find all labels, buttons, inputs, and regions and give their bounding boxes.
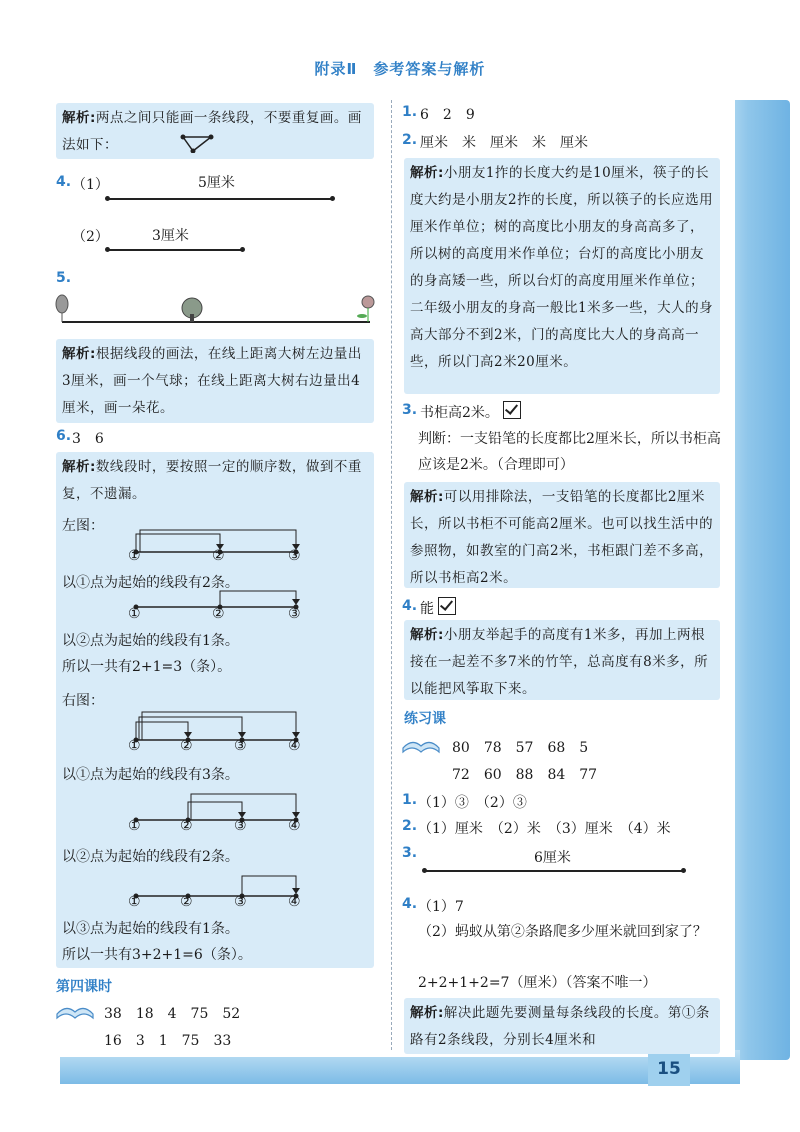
circled-2b: ② <box>212 606 225 622</box>
circled-3: ③ <box>288 548 301 564</box>
lesson-4-heading: 第四课时 <box>56 979 112 995</box>
r-question-3-number: 3. <box>402 402 418 418</box>
p-question-1-answer: （1）③ （2）③ <box>418 795 527 811</box>
p-question-4-part2: （2）蚂蚁从第②条路爬多少厘米就回到家了？ <box>418 924 707 940</box>
circled-s1: ① <box>128 818 141 834</box>
page-header: 附录Ⅱ 参考答案与解析 <box>314 60 486 78</box>
left-from-2: 以②点为起始的线段有1条。 <box>62 633 239 649</box>
p-question-2-number: 2. <box>402 818 418 834</box>
circled-u4: ④ <box>288 894 301 910</box>
right-figure-label: 右图： <box>62 693 104 709</box>
p-question-4-part1: （1）7 <box>418 899 464 915</box>
circled-s2: ② <box>180 818 193 834</box>
circled-2: ② <box>212 548 225 564</box>
right-from-1: 以①点为起始的线段有3条。 <box>62 767 239 783</box>
r-question-3-answer: 书柜高2米。 <box>420 401 521 422</box>
p-question-4-number: 4. <box>402 896 418 912</box>
practice-calc-row1: 80 78 57 68 5 <box>452 740 589 756</box>
right-from-3: 以③点为起始的线段有1条。 <box>62 921 239 937</box>
p-question-2-answer: （1）厘米 （2）米 （3）厘米 （4）米 <box>418 821 671 837</box>
circled-s3: ③ <box>234 818 247 834</box>
tree-icon <box>182 298 202 322</box>
analysis-box-3: 解析:数线段时，要按照一定的顺序数，做到不重复，不遗漏。 <box>56 452 374 968</box>
circled-r2: ② <box>180 738 193 754</box>
r-analysis-box-2: 解析:可以用排除法，一支铅笔的长度都比2厘米长，所以书柜不可能高2厘米。也可以找生活中的参照物，如教室的门高2米，书柜跟门差不多高，所以书柜高2米。 <box>404 482 720 588</box>
right-total: 所以一共有3+2+1=6（条）。 <box>62 947 252 963</box>
lesson4-calc-row1: 38 18 4 75 52 <box>104 1006 241 1022</box>
circled-3b: ③ <box>288 606 301 622</box>
r-question-3-judgement: 判断：一支铅笔的长度都比2厘米长，所以书柜高应该是2米。（合理即可） <box>418 431 721 473</box>
circled-u1: ① <box>128 894 141 910</box>
r-question-2-number: 2. <box>402 132 418 148</box>
r-analysis-box-4: 解析:解决此题先要测量每条线段的长度。第①条路有2条线段，分别长4厘米和 <box>404 998 720 1054</box>
balloon-icon <box>56 295 68 322</box>
circled-r3: ③ <box>234 738 247 754</box>
left-from-1: 以①点为起始的线段有2条。 <box>62 575 239 591</box>
r-analysis-box-1: 解析:小朋友1拃的长度大约是10厘米，筷子的长度大约是小朋友2拃的长度，所以筷子的长应选用厘米作单位；树的高度比小朋友的身高高多了，所以树的高度用米作单位；台灯的高度比小朋友的身高矮一些，所以台灯的高度用厘米作单位；二年级小朋友的身高一般比1米多一些，大人的身高大部分不到2米，门的高度比大人的身高高一些，所以门高2米20厘米。 <box>404 158 720 394</box>
r-question-1-number: 1. <box>402 104 418 120</box>
p-question-1-number: 1. <box>402 792 418 808</box>
lesson4-calc-row2: 16 3 1 75 33 <box>104 1033 232 1049</box>
circled-1: ① <box>128 548 141 564</box>
triangle-figure-icon <box>179 133 215 153</box>
circled-s4: ④ <box>288 818 301 834</box>
question-5-number: 5. <box>56 270 72 286</box>
segment-3cm <box>107 249 243 251</box>
analysis-box-1: 解析:两点之间只能画一条线段，不要重复画。画法如下： <box>56 103 374 159</box>
question-4-number: 4. <box>56 174 72 190</box>
q4-part2-length: 3厘米 <box>152 228 189 244</box>
circled-1b: ① <box>128 606 141 622</box>
r-analysis-box-3: 解析:小朋友举起手的高度有1米多，再加上两根接在一起差不多7米的竹竿，总高度有8米多，所以能把风筝取下来。 <box>404 620 720 700</box>
p-question-3-number: 3. <box>402 845 418 861</box>
segment-5cm <box>107 198 333 200</box>
practice-calc-row2: 72 60 88 84 77 <box>452 767 598 783</box>
checkbox-checked-icon <box>503 401 521 419</box>
page-number: 15 <box>648 1052 690 1086</box>
left-total: 所以一共有2+1=3（条）。 <box>62 659 232 675</box>
question-6-number: 6. <box>56 428 72 444</box>
r-question-4-number: 4. <box>402 598 418 614</box>
circled-u3: ③ <box>234 894 247 910</box>
circled-r1: ① <box>128 738 141 754</box>
r-question-1-answer: 6 2 9 <box>420 107 475 123</box>
tree-balloon-flower-figure <box>52 290 382 330</box>
segment-6cm <box>424 870 684 872</box>
p-question-3-length: 6厘米 <box>534 850 571 866</box>
r-question-4-answer: 能 <box>420 597 456 618</box>
q4-part2-label: （2） <box>72 229 109 245</box>
q4-part1-label: （1） <box>72 177 109 193</box>
column-divider <box>391 100 392 1050</box>
question-6-answer: 3 6 <box>72 431 104 447</box>
circled-r4: ④ <box>288 738 301 754</box>
checkbox-checked-icon-2 <box>438 597 456 615</box>
practice-heading: 练习课 <box>404 711 446 727</box>
flower-icon <box>357 296 374 322</box>
book-icon <box>54 1000 96 1022</box>
analysis-box-2: 解析:根据线段的画法，在线上距离大树左边量出3厘米，画一个气球；在线上距离大树右边量出4厘米，画一朵花。 <box>56 339 374 423</box>
left-figure-label: 左图： <box>62 518 104 534</box>
r-question-2-answer: 厘米 米 厘米 米 厘米 <box>420 135 588 151</box>
right-from-2: 以②点为起始的线段有2条。 <box>62 849 239 865</box>
q4-part1-length: 5厘米 <box>198 175 235 191</box>
circled-u2: ② <box>180 894 193 910</box>
book-icon-2 <box>400 734 442 756</box>
p-question-4-calc: 2+2+1+2=7（厘米）（答案不唯一） <box>418 975 657 991</box>
